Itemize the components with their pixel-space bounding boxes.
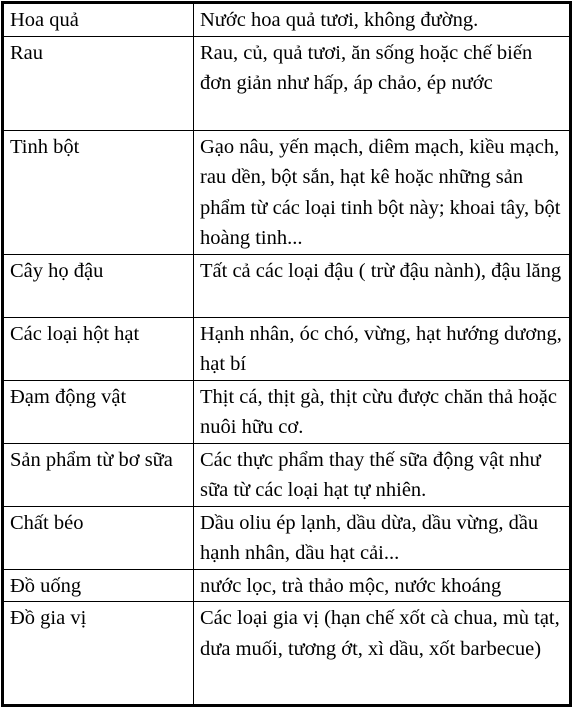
table-row (4, 380, 569, 443)
items-text: Gạo nâu, yến mạch, diêm mạch, kiều mạch, rau dền, bột sắn, hạt kê hoặc những sản phẩm từ các loại tinh bột này; khoai tây, bột hoàng tinh... (200, 135, 561, 249)
table-row (4, 130, 569, 254)
table-row (4, 569, 569, 602)
category-label: Các loại hột hạt (10, 322, 140, 345)
items-cell (194, 602, 570, 705)
category-cell (4, 130, 194, 254)
items-text: Tất cả các loại đậu ( trừ đậu nành), đậu lăng (200, 259, 562, 282)
table-row (4, 254, 569, 317)
category-cell (4, 506, 194, 569)
table-row (4, 317, 569, 380)
items-text: Thịt cá, thịt gà, thịt cừu được chăn thả hoặc nuôi hữu cơ. (200, 385, 557, 438)
items-cell (194, 36, 570, 130)
items-text: Các loại gia vị (hạn chế xốt cà chua, mù tạt, dưa muối, tương ớt, xì dầu, xốt barbecue) (200, 607, 560, 660)
category-cell (4, 380, 194, 443)
category-label: Sản phẩm từ bơ sữa (10, 448, 173, 471)
items-cell (194, 443, 570, 506)
items-cell (194, 380, 570, 443)
items-cell (194, 254, 570, 317)
items-text: Dầu oliu ép lạnh, dầu dừa, dầu vừng, dầu hạnh nhân, dầu hạt cải... (200, 511, 539, 564)
category-label: Đồ uống (10, 574, 82, 597)
items-cell (194, 506, 570, 569)
category-cell (4, 4, 194, 36)
category-label: Chất béo (10, 511, 84, 534)
category-cell (4, 569, 194, 602)
category-label: Rau (10, 41, 44, 64)
food-table-container (1, 1, 572, 707)
category-label: Tinh bột (10, 135, 80, 158)
items-text: nước lọc, trà thảo mộc, nước khoáng (200, 574, 502, 597)
items-cell (194, 317, 570, 380)
table-row (4, 36, 569, 130)
category-label: Cây họ đậu (10, 259, 104, 282)
category-cell (4, 602, 194, 705)
table-row (4, 4, 569, 36)
food-table (4, 4, 569, 704)
items-text: Nước hoa quả tươi, không đường. (200, 9, 479, 31)
items-text: Rau, củ, quả tươi, ăn sống hoặc chế biến đơn giản như hấp, áp chảo, ép nước (200, 41, 533, 94)
items-cell (194, 130, 570, 254)
items-text: Các thực phẩm thay thế sữa động vật như sữa từ các loại hạt tự nhiên. (200, 448, 541, 501)
category-cell (4, 254, 194, 317)
items-cell (194, 569, 570, 602)
items-cell (194, 4, 570, 36)
category-label: Đạm động vật (10, 385, 127, 408)
table-row (4, 443, 569, 506)
items-text: Hạnh nhân, óc chó, vừng, hạt hướng dương, hạt bí (200, 322, 562, 375)
table-row (4, 506, 569, 569)
category-label: Đồ gia vị (10, 607, 87, 629)
category-cell (4, 443, 194, 506)
category-cell (4, 317, 194, 380)
category-cell (4, 36, 194, 130)
table-row (4, 602, 569, 705)
category-label: Hoa quả (10, 9, 79, 31)
